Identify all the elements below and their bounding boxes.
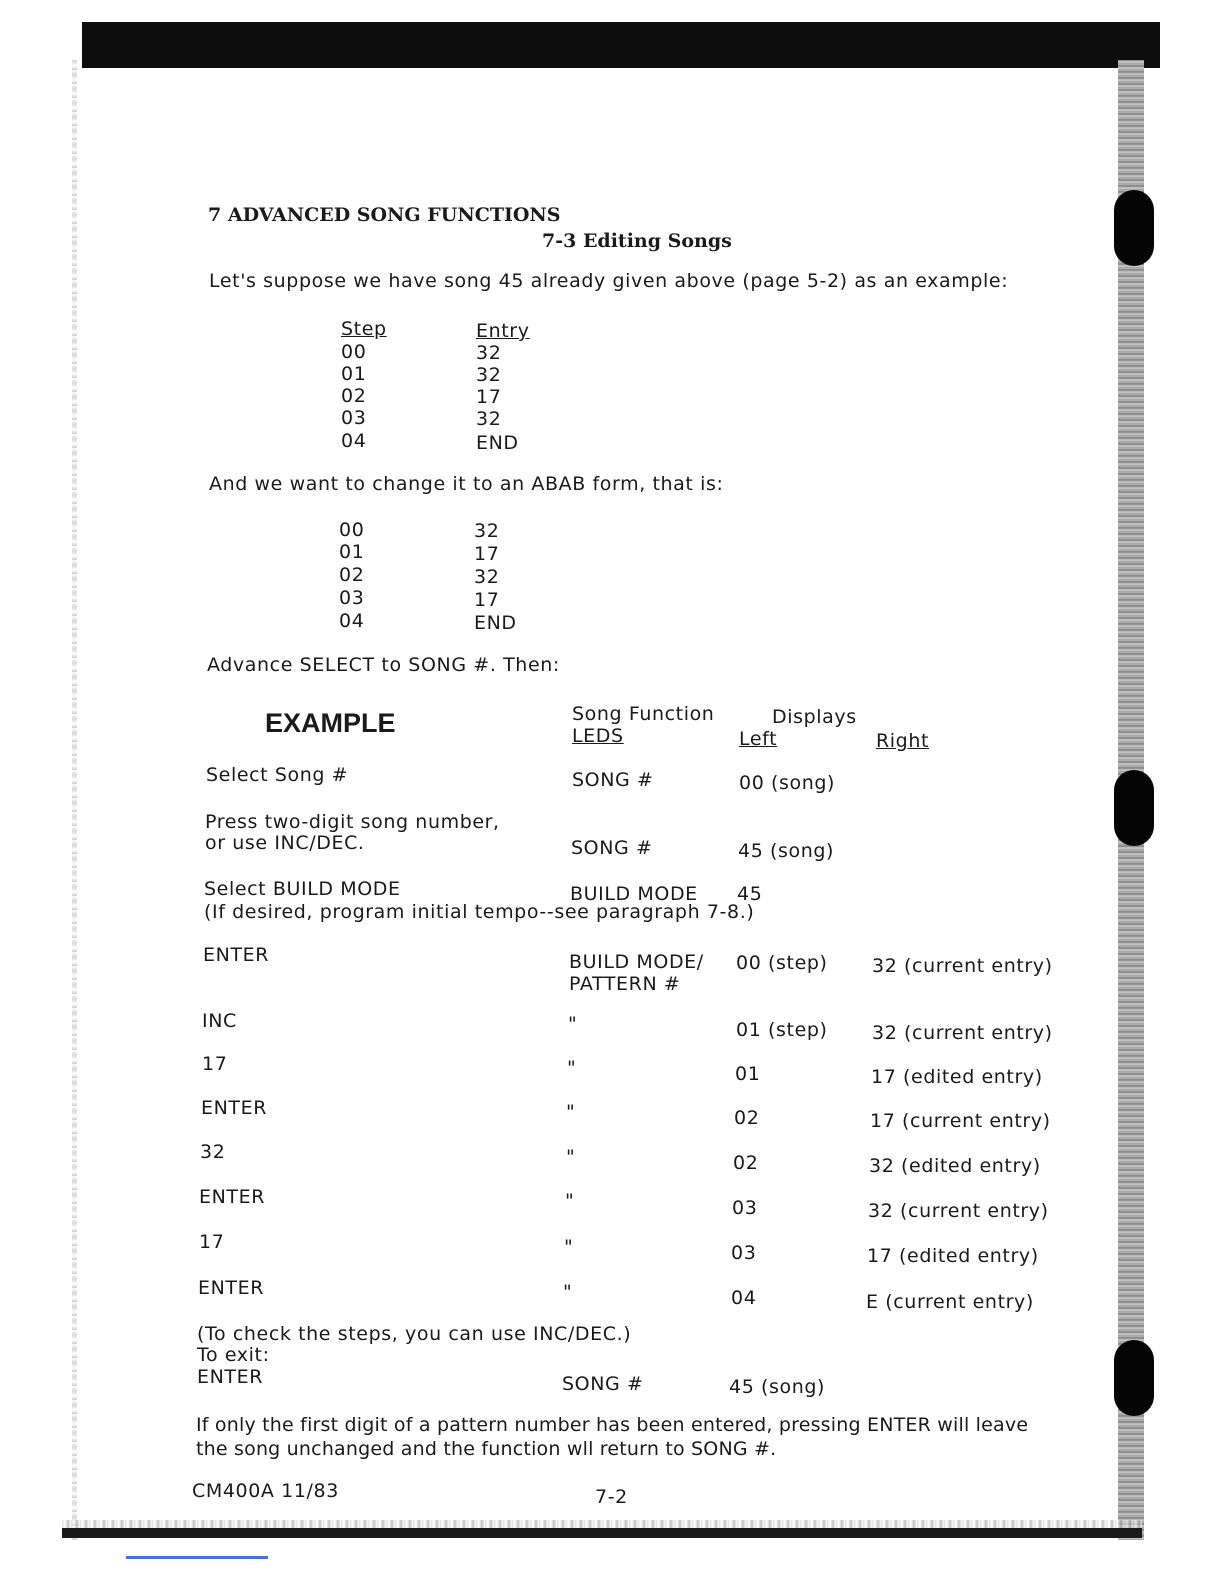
row-action: Select Song # [206,764,349,786]
row-led: BUILD MODE/ [569,951,704,973]
row-left: 03 [732,1197,758,1219]
row-left: 01 [735,1063,761,1085]
table1-entry: 32 [476,408,502,430]
row-right: 17 (edited entry) [871,1066,1043,1088]
row-led: " [567,1057,577,1079]
row-action: ENTER [201,1097,268,1119]
row-left: 02 [733,1152,759,1174]
row-action-line2: or use INC/DEC. [205,832,365,854]
scan-bottom-border [62,1528,1142,1538]
table1-step: 04 [341,430,367,452]
row-action: Select BUILD MODE [204,878,401,900]
binder-hole [1114,190,1154,266]
table2-entry: 32 [474,520,500,542]
table1-entry: END [476,432,519,454]
row-action: 17 [199,1231,225,1253]
change-text: And we want to change it to an ABAB form, that is: [209,473,724,495]
row-right: 32 (current entry) [872,955,1053,977]
table2-step: 02 [339,564,365,586]
header-leds: LEDS [572,725,624,747]
table1-header-entry: Entry [476,320,530,342]
row-left: 00 (song) [739,772,836,794]
row-led: SONG # [571,837,653,859]
check-note: (To check the steps, you can use INC/DEC.) [197,1323,632,1345]
footnote-line2: the song unchanged and the function wll return to SONG #. [196,1438,777,1460]
table1-step: 01 [341,363,367,385]
row-right: 32 (edited entry) [869,1155,1041,1177]
scan-blue-mark [126,1556,268,1559]
row-led: " [565,1190,575,1212]
row-led-line2: PATTERN # [569,973,681,995]
table1-entry: 32 [476,364,502,386]
binder-hole [1114,770,1154,846]
row-action: ENTER [203,944,270,966]
advance-text: Advance SELECT to SONG #. Then: [207,654,560,676]
row-left: 02 [734,1107,760,1129]
table1-step: 03 [341,407,367,429]
footer-code: CM400A 11/83 [192,1480,339,1502]
table2-entry: 17 [474,543,500,565]
intro-text: Let's suppose we have song 45 already given above (page 5-2) as an example: [209,270,1009,292]
table2-step: 04 [339,610,365,632]
row-left: 45 [737,883,763,905]
row-left: 04 [731,1287,757,1309]
scan-top-border [82,22,1160,68]
row-action: ENTER [198,1277,265,1299]
table1-entry: 17 [476,386,502,408]
row-action: 32 [200,1141,226,1163]
row-led: " [566,1101,576,1123]
chapter-heading: 7 ADVANCED SONG FUNCTIONS [208,204,561,226]
header-right: Right [876,730,930,752]
example-title: EXAMPLE [265,708,396,738]
row-action: ENTER [199,1186,266,1208]
table2-step: 03 [339,587,365,609]
row-right: 17 (current entry) [870,1110,1051,1132]
row-right: 32 (current entry) [868,1200,1049,1222]
row-led: SONG # [572,769,654,791]
row-action: INC [202,1010,237,1032]
exit-action: ENTER [197,1366,264,1388]
row-led: " [563,1281,573,1303]
row-led: BUILD MODE [570,883,698,905]
scan-bottom-shadow [62,1520,1142,1528]
row-action: Press two-digit song number, [205,811,500,833]
row-left: 03 [731,1242,757,1264]
row-left: 45 (song) [738,840,835,862]
table2-entry: 32 [474,566,500,588]
table2-step: 01 [339,541,365,563]
header-left: Left [739,728,778,750]
exit-label: To exit: [197,1344,270,1366]
table1-step: 00 [341,341,367,363]
row-right: 17 (edited entry) [867,1245,1039,1267]
section-heading: 7-3 Editing Songs [542,230,732,252]
row-left: 00 (step) [736,952,828,974]
table1-step: 02 [341,385,367,407]
footnote-line1: If only the first digit of a pattern number has been entered, pressing ENTER will leave [196,1414,1029,1436]
binder-hole [1114,1340,1154,1416]
exit-left: 45 (song) [729,1376,826,1398]
table2-step: 00 [339,519,365,541]
table2-entry: 17 [474,589,500,611]
row-right: 32 (current entry) [872,1022,1053,1044]
table1-entry: 32 [476,342,502,364]
row-led: " [566,1146,576,1168]
row-right: E (current entry) [866,1291,1034,1313]
row-led: " [564,1236,574,1258]
tempo-note: (If desired, program initial tempo--see paragraph 7-8.) [204,901,755,923]
header-song-function: Song Function [572,703,715,725]
exit-led: SONG # [562,1373,644,1395]
row-action: 17 [202,1053,228,1075]
row-left: 01 (step) [736,1019,828,1041]
header-displays: Displays [772,706,857,728]
row-led: " [568,1013,578,1035]
table1-header-step: Step [341,318,387,340]
page-number: 7-2 [595,1486,628,1508]
table2-entry: END [474,612,517,634]
scan-left-edge [72,60,77,1540]
